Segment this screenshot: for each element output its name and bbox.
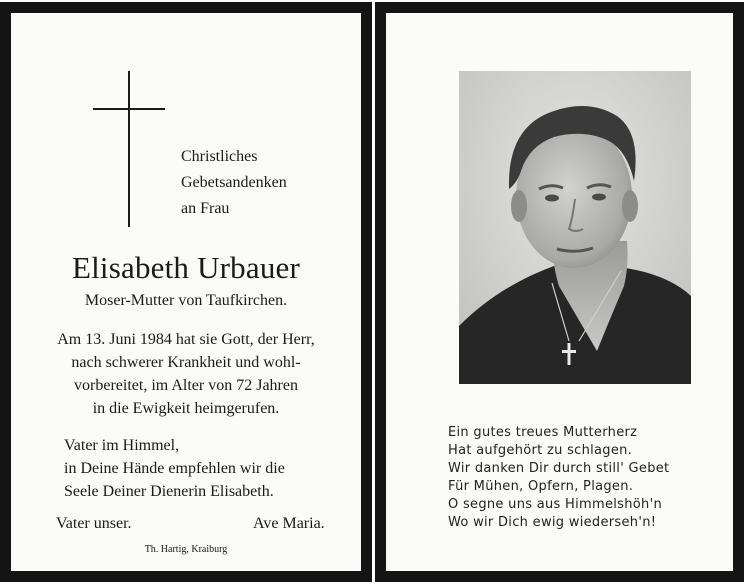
announcement-line: nach schwerer Krankheit und wohl- <box>71 354 301 371</box>
announcement-line: vorbereitet, im Alter von 72 Jahren <box>74 377 298 394</box>
poem-line: Wir danken Dir durch still' Gebet <box>448 461 670 476</box>
poem-line: O segne uns aus Himmelshöh'n <box>448 497 662 512</box>
prayer-line: in Deine Hände empfehlen wir die <box>64 460 285 477</box>
card-paper-left <box>11 13 361 571</box>
poem-line: Wo wir Dich ewig wiederseh'n! <box>448 515 657 530</box>
prayer-line: Seele Deiner Dienerin Elisabeth. <box>64 483 274 500</box>
poem-line: Für Mühen, Opfern, Plagen. <box>448 479 634 494</box>
intro-line: an Frau <box>181 200 230 217</box>
memorial-card-left <box>0 2 372 582</box>
poem-line: Ein gutes treues Mutterherz <box>448 425 638 440</box>
deceased-subtitle: Moser-Mutter von Taufkirchen. <box>84 292 288 309</box>
announcement-line: in die Ewigkeit heimgerufen. <box>92 400 280 417</box>
poem-line: Hat aufgehört zu schlagen. <box>448 443 633 458</box>
cross-icon <box>93 71 165 227</box>
closing-ave-maria: Ave Maria. <box>253 515 325 532</box>
prayer-line: Vater im Himmel, <box>64 437 180 454</box>
deceased-name: Elisabeth Urbauer <box>71 250 301 285</box>
memorial-card-right <box>375 2 744 582</box>
card-paper-right <box>386 13 733 571</box>
printer-credit: Th. Hartig, Kraiburg <box>144 544 228 555</box>
closing-vater-unser: Vater unser. <box>56 515 132 532</box>
intro-line: Christliches <box>181 148 258 165</box>
portrait-photo <box>459 71 691 384</box>
announcement-line: Am 13. Juni 1984 hat sie Gott, der Herr, <box>57 331 315 348</box>
intro-line: Gebetsandenken <box>181 174 287 191</box>
